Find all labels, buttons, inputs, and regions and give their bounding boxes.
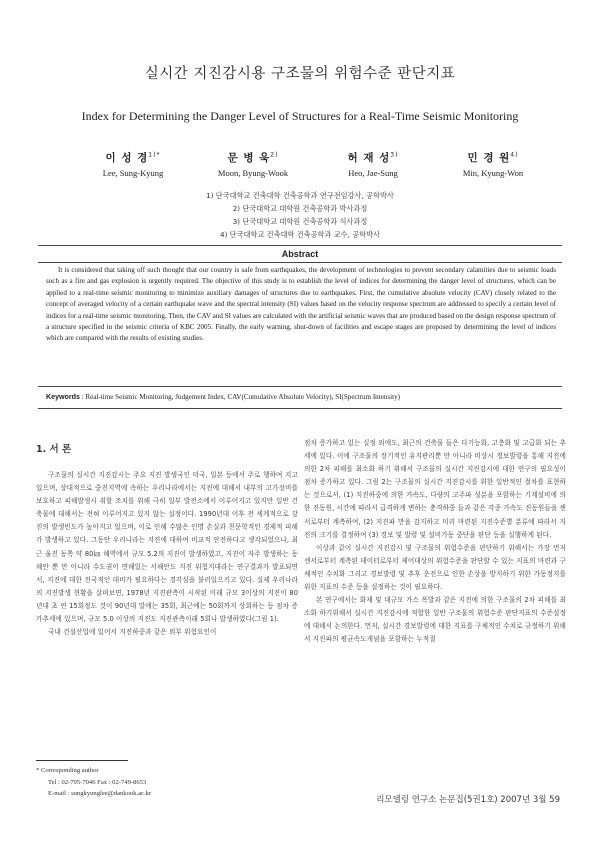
author-list	[78, 150, 548, 178]
body-paragraph: 본 연구에서는 화재 및 대규모 가스 폭발과 같은 지진에 의한 구조물의 2차 피해를 최소화 하기위해서 실시간 지진감시에 적합한 일반 구조물의 위험수준 판단지표의 수준설정에 대해서 논의한다. 먼저, 실시간 경보발령에 대한 지표를 구체적인 수치로 규정하기 위해서 지진파의 평균속도개념을 포함하는 누적절	[304, 596, 566, 644]
author-name-en: Heo, Jae-Sung	[348, 168, 398, 178]
author-4	[438, 150, 548, 178]
affiliations	[0, 189, 600, 241]
keywords-top-rule	[38, 386, 562, 387]
keywords-line	[46, 393, 556, 401]
author-name-en: Moon, Byung-Wook	[217, 168, 289, 178]
author-1	[78, 150, 188, 178]
abstract-top-rule	[38, 245, 562, 246]
affiliation-line: 3) 단국대학교 대학원 건축공학과 석사과정	[232, 217, 368, 226]
body-paragraph: 점차 증가하고 있는 실정 외에도, 최근의 건축물 들은 다기능화, 고층화 및 고급화 되는 추세에 있다. 이에 구조물의 장기적인 유지관리뿐 만 아니라 비상시 경보발령을 통해 지진에 의한 2차 피해를 최소화 하기 위해서 구조물의 실시간 지진감시에 대한 연구의 필요성이 점차 증가하고 있다. 그림 2는 구조물의 실시간 지진감시를 위한 일반적인 절차를 표현하는 것으로서, (1) 지진하중에 의한 가속도, 다량의 고주파 성분을 포함하는 기계설비에 의한 진동원, 시간에 따라서 급격하게 변하는 충격하중 들과 같은 각종 가속도 진동원들을 센서로부터 계측하여, (2) 지진파 만을 감지하고 미리 마련된 지진수준별 분류에 따라서 지진의 크기를 결정하여 (3) 경보 및 발령 및 설비가동 중단을 판단 등을 실행하게 된다.	[304, 439, 566, 539]
affiliation-line: 2) 단국대학교 대학원 건축공학과 박사과정	[232, 204, 368, 213]
author-affil-mark: 3)	[390, 151, 399, 159]
affiliation-line: 1) 단국대학교 건축대학 건축공학과 연구전임강사, 공학박사	[206, 191, 394, 200]
body-paragraph: 구조물의 실시간 지진감시는 주요 지진 발생국인 미국, 일본 등에서 주로 행하여 지고 있으며, 상대적으로 중진지역에 속하는 우리나라에서는 지진에 대해서 내부의 고가장비를 보호하고 피해발생시 취할 조치를 위해 극히 일부 발전소에서 이루어지고 있지만 일반 건축물에 대해서는 전혀 이루어지고 있지 않는 실정이다. 1990년대 이후 전 세계적으로 강진의 발생빈도가 높아지고 있으며, 이로 인해 수많은 인명 손실과 천문학적인 경제적 피해가 발생하고 있다. 그동안 우리나라는 지진에 대하여 비교적 안전하다고 생각되었으나, 최근 울진 동쪽 약 80㎞ 해역에서 규모 5.2의 지진이 발생하였고, 지진이 자주 발생하는 동해안 뿐 만 아니라 수도권이 면해있는 서해안도 지진 위험지대라는 연구결과가 발표되면서, 지진에 대한 전국적인 대비가 필요하다는 경각심을 불러일으키고 있다. 실제 우리나라의 지진발생 현황을 살펴보면, 1978년 지진관측이 시작된 이래 규모 3이상의 지진이 80년대 초 연 15회정도 것이 90년대 말에는 35회, 최근에는 50회까지 상회하는 등 점차 증가추세에 있으며, 규모 5.0 이상의 지진도 지진관측이래 5회나 발생하였다(그림 1).	[36, 471, 298, 624]
body-paragraph: 이상과 같이 실시간 지진감시 및 구조물의 위험수준을 판단하기 위해서는 가장 먼저 센서로부터 계측된 데이터로부터 제어대상의 위험수준을 판단할 수 있는 지표의 마련과 구체적인 수치화 그리고 경보발령 및 추후 운전으로 인한 손상을 방지하기 위한 가동정지를 위한 지표의 수준 등을 설정하는 것이 필요하다.	[304, 543, 566, 592]
page-footer: 리모델링 연구소 논문집(5권1호) 2007년 3월 59	[376, 795, 560, 805]
author-name-ko: 허 재 성	[347, 152, 391, 164]
author-name-ko: 민 경 원	[467, 152, 511, 164]
title-english: Index for Determining the Danger Level of Structures for a Real-Time Seismic Monitoring	[81, 109, 519, 123]
footnote-email: E-mail : sungkyunglee@dankook.ac.kr	[48, 790, 152, 797]
author-affil-mark: 4)	[510, 151, 519, 159]
author-affil-mark: 1)*	[148, 151, 161, 159]
right-column	[304, 437, 566, 647]
footnote-corresponding: * Corresponding author	[36, 767, 99, 774]
footnote-phone: Tel : 02-795-7046 Fax : 02-749-8653	[48, 778, 147, 786]
keywords-label: Keywords	[46, 393, 80, 401]
abstract-body: It is considered that taking off such thought that our country is safe from earthquakes, the development of technologies to prevent secondary calamities due to seismic loads such as a fire and gas explosion is urgently required. The objective of this study is to establish the level of indices for determining the danger level of structures, which can be applied to a real-time seismic monitoring to minimize auxiliary damages of structures due to earthquakes. First, the cumulative absolute velocity (CAV) closely related to the concept of averaged velocity of a certain earthquake wave and the spectral intensity (SI) values based on the velocity response spectrum are addressed to specify a certain level of indices for a real-time seismic monitoring. Then, the CAV and SI values are calculated with the artificial seismic waves that are produced based on the design response spectrum of a structure specified in the seismic criteria of KBC 2005. Finally, the early warning, shut-down of facilities and escape stages are proposed by determining the level of indices which are compared with the results of existing studies.	[46, 266, 556, 343]
author-2	[198, 150, 308, 178]
author-name-ko: 이 성 경	[105, 152, 149, 164]
keywords-text: : Real-time Seismic Monitoring, Judgement Index, CAV(Cumulative Absolute Velocity), SI(Spectrum Intensity)	[81, 393, 401, 401]
footnote	[36, 765, 296, 800]
body-paragraph: 국내 건설산업에 있어서 지진하중과 같은 외부 위험요인이	[48, 628, 217, 637]
abstract-heading: Abstract	[281, 249, 319, 259]
author-3	[318, 150, 428, 178]
footnote-rule	[36, 760, 128, 761]
author-name-ko: 문 병 욱	[227, 152, 271, 164]
keywords-bottom-rule	[38, 408, 562, 409]
affiliation-line: 4) 단국대학교 건축대학 건축공학과 교수, 공학박사	[220, 230, 380, 239]
section-heading: 1. 서 론	[36, 444, 72, 455]
author-name-en: Min, Kyung-Won	[462, 168, 524, 178]
abstract-heading-rule	[38, 262, 562, 263]
author-affil-mark: 2)	[270, 151, 279, 159]
title-korean: 실시간 지진감시용 구조물의 위험수준 판단지표	[144, 66, 456, 82]
author-name-en: Lee, Sung-Kyung	[102, 168, 164, 178]
left-column	[36, 437, 298, 639]
